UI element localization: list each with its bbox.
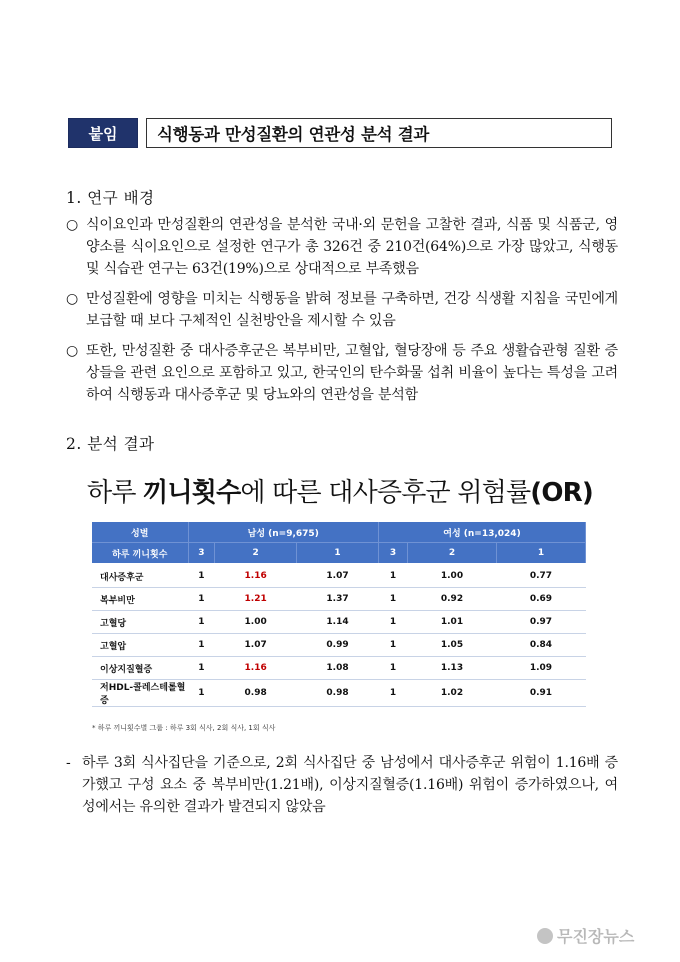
result-text: 하루 3회 식사집단을 기준으로, 2회 식사집단 중 남성에서 대사증후군 위험이 1.16배 증가했고 구성 요소 중 복부비만(1.21배), 이상지질혈증(1.16배) 위험이 증가하였으나, 여성에서는 유의한 결과가 발견되지 않았음 (82, 755, 618, 815)
table-cell: 1 (378, 565, 407, 588)
bullet-mark: ○ (66, 217, 79, 233)
odds-ratio-table (92, 522, 586, 707)
table-cell: 0.77 (496, 565, 585, 588)
table-title (0, 472, 680, 509)
male-header: 남성 (n=9,675) (188, 522, 378, 543)
table-cell: 1.21 (215, 588, 297, 611)
table-cell: 1.14 (297, 611, 379, 634)
section-1-title: 1. 연구 배경 (66, 189, 155, 207)
table-cell: 0.69 (496, 588, 585, 611)
bullet-text: 또한, 만성질환 중 대사증후군은 복부비만, 고혈압, 혈당장애 등 주요 생활습관형 질환 증상들을 관련 요인으로 포함하고 있고, 한국인의 탄수화물 섭취 비율이 높다는 특성을 고려하여 식행동과 대사증후군 및 당뇨와의 연관성을 분석함 (86, 343, 618, 403)
table-cell: 1.16 (215, 565, 297, 588)
table-cell: 1.07 (215, 634, 297, 657)
col-header: 1 (297, 543, 379, 564)
table-title-pre: 하루 (87, 478, 144, 508)
watermark-text: 무진장뉴스 (557, 927, 635, 946)
result-paragraph (66, 752, 618, 818)
table-cell: 1.00 (215, 611, 297, 634)
table-cell: 0.98 (297, 680, 379, 707)
col-header: 2 (408, 543, 497, 564)
table-cell: 1 (188, 565, 215, 588)
table-footnote: * 하루 끼니횟수별 그룹 : 하루 3회 식사, 2회 식사, 1회 식사 (92, 724, 276, 732)
row-label: 저HDL-콜레스테롤혈증 (92, 680, 188, 707)
table-cell: 1 (188, 634, 215, 657)
table-row (92, 588, 586, 611)
row-label: 이상지질혈증 (92, 657, 188, 680)
table-cell: 1 (378, 588, 407, 611)
table-cell: 1.00 (408, 565, 497, 588)
row-label: 대사증후군 (92, 565, 188, 588)
document-title: 식행동과 만성질환의 연관성 분석 결과 (146, 118, 612, 148)
table-row (92, 657, 586, 680)
table-cell: 1 (188, 680, 215, 707)
table-title-bold: 끼니횟수 (143, 478, 241, 508)
table-title-or: (OR) (530, 478, 593, 508)
table-cell: 1.37 (297, 588, 379, 611)
table-cell: 1 (188, 588, 215, 611)
table-cell: 0.84 (496, 634, 585, 657)
bullet-mark: ○ (66, 291, 79, 307)
table-cell: 1.01 (408, 611, 497, 634)
background-bullet-3 (66, 340, 618, 406)
section-2-title: 2. 분석 결과 (66, 435, 155, 453)
table-cell: 1 (188, 657, 215, 680)
bullet-mark: ○ (66, 343, 79, 359)
table-cell: 1.08 (297, 657, 379, 680)
table-cell: 1.13 (408, 657, 497, 680)
table-title-post: 에 따른 대사증후군 위험률 (240, 478, 531, 508)
watermark-logo-icon (537, 928, 553, 944)
table-cell: 0.97 (496, 611, 585, 634)
table-cell: 1 (188, 611, 215, 634)
table-cell: 1.09 (496, 657, 585, 680)
table-cell: 1 (378, 634, 407, 657)
col-header: 2 (215, 543, 297, 564)
row-label: 고혈당 (92, 611, 188, 634)
watermark (537, 924, 634, 947)
table-cell: 0.98 (215, 680, 297, 707)
table-cell: 0.99 (297, 634, 379, 657)
table-row (92, 680, 586, 707)
table-cell: 1 (378, 657, 407, 680)
table-cell: 1.07 (297, 565, 379, 588)
row-label: 고혈압 (92, 634, 188, 657)
table-cell: 1.02 (408, 680, 497, 707)
col-header: 3 (378, 543, 407, 564)
background-bullet-1 (66, 214, 618, 280)
table-cell: 1.16 (215, 657, 297, 680)
row-label: 복부비만 (92, 588, 188, 611)
col-header: 1 (496, 543, 585, 564)
table-cell: 1 (378, 611, 407, 634)
table-row (92, 611, 586, 634)
table-cell: 1.05 (408, 634, 497, 657)
bullet-text: 식이요인과 만성질환의 연관성을 분석한 국내·외 문헌을 고찰한 결과, 식품 및 식품군, 영양소를 식이요인으로 설정한 연구가 총 326건 중 210건(64%)으로 가장 많았고, 식행동 및 식습관 연구는 63건(19%)으로 상대적으로 부족했음 (86, 217, 618, 277)
col-header: 3 (188, 543, 215, 564)
sex-header: 성별 (92, 522, 188, 543)
background-bullet-2 (66, 288, 618, 332)
table-row (92, 565, 586, 588)
meals-header: 하루 끼니횟수 (92, 543, 188, 564)
table-cell: 0.91 (496, 680, 585, 707)
attachment-badge: 붙임 (68, 118, 138, 148)
attachment-header (68, 118, 612, 148)
table-row (92, 634, 586, 657)
female-header: 여성 (n=13,024) (378, 522, 585, 543)
table-cell: 1 (378, 680, 407, 707)
bullet-text: 만성질환에 영향을 미치는 식행동을 밝혀 정보를 구축하면, 건강 식생활 지침을 국민에게 보급할 때 보다 구체적인 실천방안을 제시할 수 있음 (86, 291, 618, 329)
table-cell: 0.92 (408, 588, 497, 611)
result-mark: - (66, 755, 71, 771)
